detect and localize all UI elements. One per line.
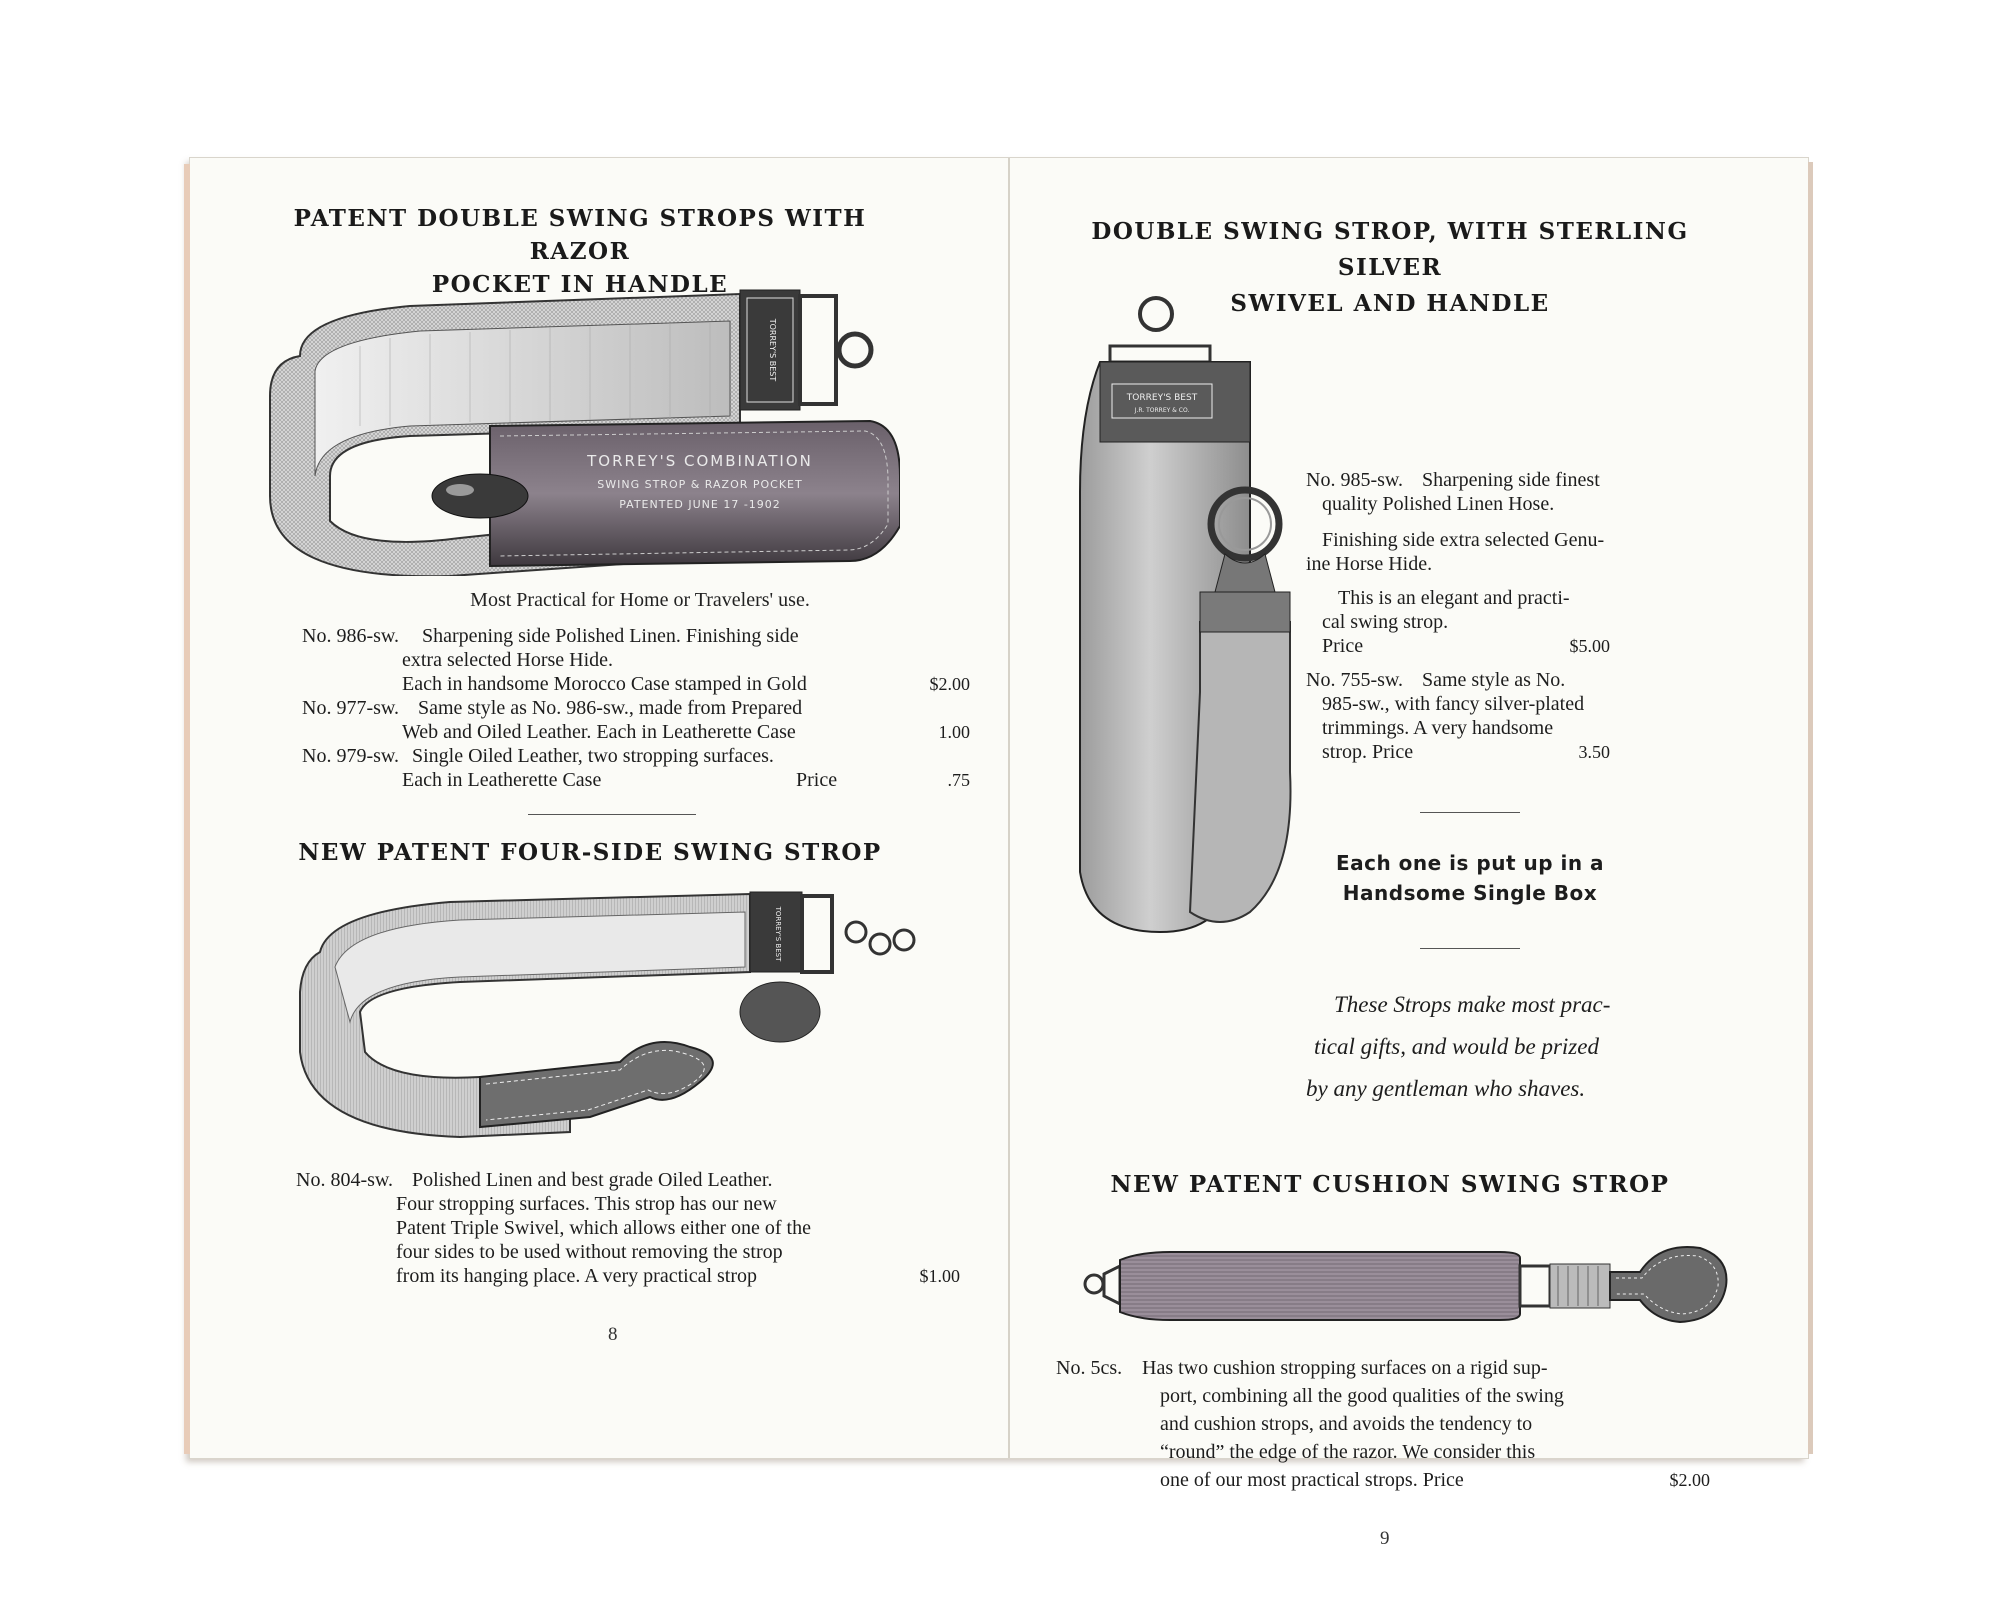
item-5cs-price: $2.00: [1669, 1470, 1710, 1490]
item-985-number: No. 985-sw.: [1306, 469, 1404, 491]
item-5cs-line-1: Has two cushion stropping surfaces on a rigid sup-: [1142, 1357, 1548, 1379]
item-985-line-2: quality Polished Linen Hose.: [1322, 493, 1555, 515]
item-5cs-line-5: one of our most practical strops. Price: [1160, 1469, 1464, 1491]
page-number-left: 8: [608, 1324, 618, 1345]
open-catalog-book: [190, 158, 1808, 1463]
section-title-four-side-strop: NEW PATENT FOUR-SIDE SWING STROP: [298, 839, 882, 866]
item-5cs-number: No. 5cs.: [1056, 1357, 1123, 1379]
hanging-ring: [839, 334, 871, 366]
item-979-price: .75: [947, 770, 970, 790]
four-side-swing-strop-illustration: [290, 882, 930, 1142]
item-985-price: $5.00: [1569, 636, 1610, 656]
pocket-label-line-2: SWING STROP & RAZOR POCKET: [597, 478, 803, 491]
title-line-1: DOUBLE SWING STROP, WITH STERLING SILVER: [1091, 218, 1689, 281]
item-986-price: $2.00: [929, 674, 970, 694]
item-5cs-line-3: and cushion strops, and avoids the tendency to: [1160, 1413, 1533, 1435]
double-swing-strop-illustration: [260, 276, 900, 576]
gift-note: [1306, 984, 1636, 1110]
item-804-line-1: Polished Linen and best grade Oiled Leather.: [412, 1169, 773, 1191]
box-note-line-1: Each one is put up in a: [1335, 851, 1605, 875]
triple-swivel-rings: [894, 930, 914, 950]
item-985-line-3: Finishing side extra selected Genu-: [1322, 529, 1605, 551]
divider-lower: [1420, 948, 1520, 949]
item-5cs-line-4: “round” the edge of the razor. We consider this: [1160, 1441, 1536, 1463]
razor-pocket: [490, 421, 900, 566]
divider-upper: [1420, 812, 1520, 813]
item-979-line-2: Each in Leatherette Case: [402, 769, 602, 791]
item-986-line-3: Each in handsome Morocco Case stamped in Gold: [402, 673, 807, 695]
item-979-line-1: Single Oiled Leather, two stropping surfaces.: [412, 745, 774, 767]
item-804-line-3: Patent Triple Swivel, which allows either one of the: [396, 1217, 811, 1239]
item-804-line-4: four sides to be used without removing the strop: [396, 1241, 783, 1263]
page-number-right: 9: [1380, 1528, 1390, 1549]
item-986-line-2: extra selected Horse Hide.: [402, 649, 614, 671]
gift-note-line-1: These Strops make most prac-: [1334, 992, 1611, 1017]
tag-sterling-maker: J.R. TORREY & CO.: [1134, 407, 1190, 414]
item-985-price-label: Price: [1322, 635, 1364, 657]
item-977-line-1: Same style as No. 986-sw., made from Prepared: [418, 697, 803, 719]
item-804-price: $1.00: [919, 1266, 960, 1286]
title-line-1: PATENT DOUBLE SWING STROPS WITH RAZOR: [293, 205, 867, 265]
item-979-number: No. 979-sw.: [302, 745, 400, 767]
item-5cs-line-2: port, combining all the good qualities of the swing: [1160, 1385, 1564, 1407]
item-986-number: No. 986-sw.: [302, 625, 400, 647]
left-page: [190, 158, 1008, 1458]
illustration-caption: Most Practical for Home or Travelers' use.: [470, 589, 810, 611]
item-985-line-6: cal swing strop.: [1322, 611, 1449, 633]
item-755-line-1: Same style as No.: [1422, 669, 1566, 691]
item-755-line-4: strop. Price: [1322, 741, 1414, 763]
item-755-price: 3.50: [1578, 742, 1610, 762]
tag-four-side-text: TORREY'S BEST: [774, 906, 782, 962]
title-line-2: SWIVEL AND HANDLE: [1230, 290, 1550, 317]
tag-brand-text: TORREY'S BEST: [768, 318, 777, 382]
gift-note-line-3: by any gentleman who shaves.: [1306, 1076, 1586, 1101]
cushion-swing-strop-illustration: [1080, 1234, 1740, 1334]
sterling-silver-strop-illustration: [1070, 292, 1330, 952]
item-986-line-1: Sharpening side Polished Linen. Finishing side: [422, 625, 799, 647]
item-804-number: No. 804-sw.: [296, 1169, 394, 1191]
section-title-cushion-strop: NEW PATENT CUSHION SWING STROP: [1110, 1171, 1670, 1198]
item-985-line-4: ine Horse Hide.: [1306, 553, 1433, 575]
section-divider: [528, 814, 696, 815]
right-page: [1010, 158, 1808, 1463]
item-755-line-3: trimmings. A very handsome: [1322, 717, 1554, 739]
item-979-price-label: Price: [796, 769, 838, 791]
title-line-2: POCKET IN HANDLE: [431, 271, 729, 298]
pocket-label-line-3: PATENTED JUNE 17 -1902: [619, 498, 781, 511]
item-977-price: 1.00: [938, 722, 970, 742]
item-755-number: No. 755-sw.: [1306, 669, 1404, 691]
item-985-line-1: Sharpening side finest: [1422, 469, 1600, 491]
gift-note-line-2: tical gifts, and would be prized: [1314, 1034, 1599, 1059]
single-box-note: [1310, 848, 1630, 908]
item-804-line-2: Four stropping surfaces. This strop has our new: [396, 1193, 777, 1215]
item-977-line-2: Web and Oiled Leather. Each in Leatherette Case: [402, 721, 796, 743]
item-985-line-5: This is an elegant and practi-: [1338, 587, 1570, 609]
cushion-surface: [1120, 1252, 1520, 1320]
tag-sterling-brand: TORREY'S BEST: [1126, 393, 1198, 403]
box-note-line-2: Handsome Single Box: [1342, 881, 1598, 905]
item-977-number: No. 977-sw.: [302, 697, 400, 719]
pocket-label-line-1: TORREY'S COMBINATION: [587, 452, 813, 470]
item-804-line-5: from its hanging place. A very practical strop: [396, 1265, 758, 1287]
item-755-line-2: 985-sw., with fancy silver-plated: [1322, 693, 1585, 715]
